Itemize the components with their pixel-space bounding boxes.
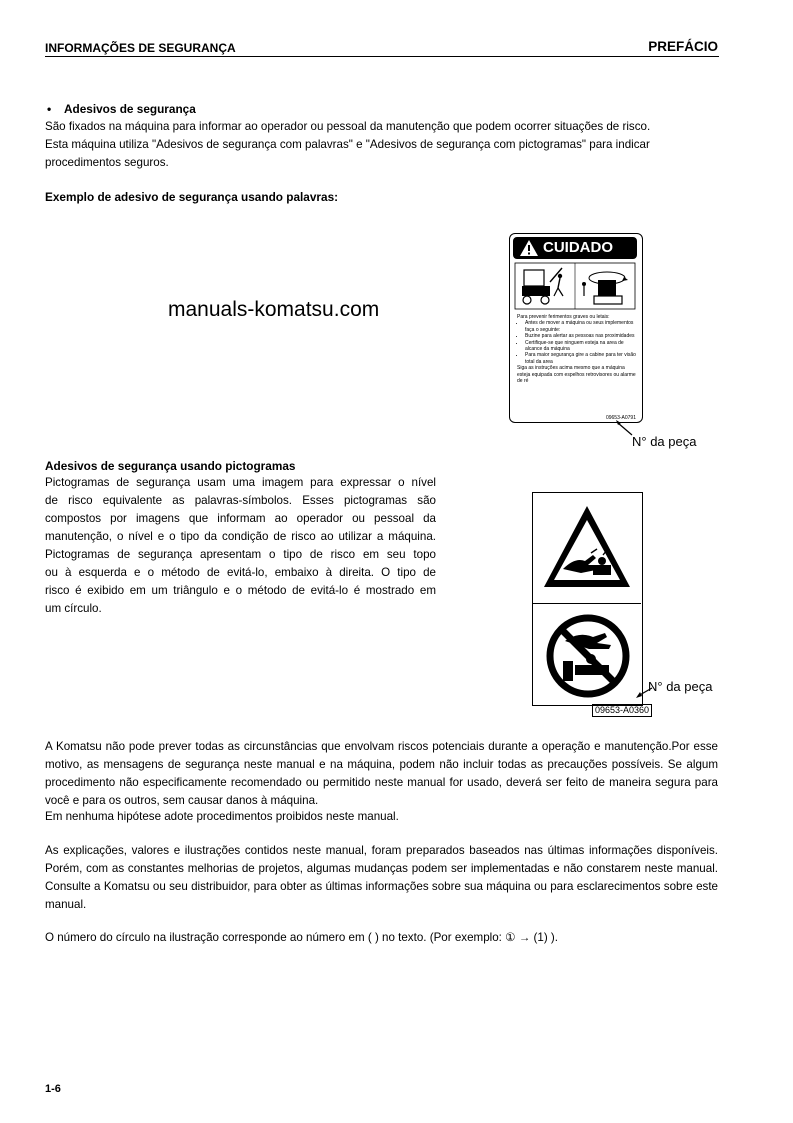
paragraph-updates: As explicações, valores e ilustrações contidos neste manual, foram preparados baseados nas últimas informações disponíveis. Porém, com as constantes melhorias de projetos, algumas mudanças podem ser implementadas e não constarem neste manual. Consulte a Komatsu ou seu distribuidor, para obter as últimas informações sobre sua máquina ou para esclarecimentos sobre este manual. — [45, 844, 718, 911]
header-rule — [45, 56, 719, 57]
word-safety-label — [509, 233, 643, 423]
label-part-number: 09653-A0791 — [605, 415, 636, 421]
page-number: 1-6 — [45, 1083, 61, 1095]
pictogram-safety-label — [532, 492, 643, 706]
sticker-section-title: Adesivos de segurança — [64, 102, 196, 116]
label-item: • Buzine para alertar as pessoas nas proximidades — [525, 333, 637, 339]
label-item: • Para maior segurança gire a cabine para ter visão total da area — [525, 352, 637, 365]
sticker-line-1: São fixados na máquina para informar ao operador ou pessoal da manutenção que podem ocorrer situações de risco. — [45, 120, 651, 133]
bullet: • — [47, 102, 52, 116]
warning-triangle-icon — [519, 239, 539, 257]
signal-word: CUIDADO — [543, 239, 613, 256]
pictogram-text — [45, 474, 436, 618]
label-item: • Certifique-se que ninguem esteja na area de alcance da máquina — [525, 340, 637, 353]
machine-illustration-icon — [514, 262, 636, 310]
pictogram-line: compostos por imagens que informam ao operador ou pessoal da — [45, 512, 436, 525]
paragraph-circle-number: O número do círculo na ilustração corresponde ao número em ( ) no texto. (Por exemplo: ① → (1) ). — [45, 931, 559, 944]
section-header: INFORMAÇÕES DE SEGURANÇA — [45, 41, 236, 55]
label-item: • Antes de mover a máquina ou seus implementos faça o seguinte: — [525, 320, 637, 333]
chapter-header: PREFÁCIO — [648, 39, 718, 54]
label-divider — [533, 603, 641, 604]
pictogram-line: Pictogramas de segurança usam uma imagem para expressar o nível — [45, 476, 436, 489]
pictogram-line: risco é exibido em um triângulo e o método de evitá-lo é mostrado em — [45, 584, 436, 597]
pictogram-line: de risco equivalente as palavras-símbolos. Esses pictogramas são — [45, 494, 436, 507]
pictogram-part-callout: N° da peça — [648, 679, 713, 694]
paragraph-prohibited: Em nenhuma hipótese adote procedimentos proibidos neste manual. — [45, 810, 399, 823]
pictogram-line: um círculo. — [45, 602, 102, 615]
watermark: manuals-komatsu.com — [168, 298, 380, 321]
paragraph-komatsu-disclaimer: A Komatsu não pode prever todas as circunstâncias que envolvam riscos potenciais durante a operação e manutenção.Por esse motivo, as mensagens de segurança neste manual e na máquina, podem não incluir todas as precauções possíveis. Se algum procedimento não especificamente recomendado ou permitido neste manual for usado, deverá ser feito de maneira segura para você e para os outros, sem causar danos à máquina. — [45, 740, 718, 807]
pictogram-section-title: Adesivos de segurança usando pictogramas — [45, 459, 296, 473]
label-instructions — [517, 314, 637, 384]
label-intro: Para prevenir ferimentos graves ou letais: — [517, 314, 610, 320]
pictogram-part-number: 09653-A0360 — [592, 704, 652, 717]
prohibition-circle-icon — [545, 613, 631, 699]
sticker-line-3: procedimentos seguros. — [45, 156, 169, 169]
word-part-callout: N° da peça — [632, 434, 697, 449]
pictogram-line: manutenção, o nível e o tipo da condição de risco ao utilizar a máquina. — [45, 530, 436, 543]
sticker-line-2: Esta máquina utiliza "Adesivos de segurança com palavras" e "Adesivos de segurança com pictogramas" para indicar — [45, 138, 650, 151]
caution-banner — [513, 237, 637, 259]
label-footer: Siga as instruções acima mesmo que a máquina esteja equipada com espelhos retrovisores ou alarme de ré — [517, 365, 636, 385]
pictogram-line: Pictogramas de segurança apresentam o tipo de risco em seu topo — [45, 548, 436, 561]
hazard-triangle-icon — [541, 503, 633, 593]
pictogram-line: ou à esquerda e o método de evitá-lo, embaixo à direita. O tipo de — [45, 566, 436, 579]
word-example-title: Exemplo de adesivo de segurança usando palavras: — [45, 190, 339, 204]
